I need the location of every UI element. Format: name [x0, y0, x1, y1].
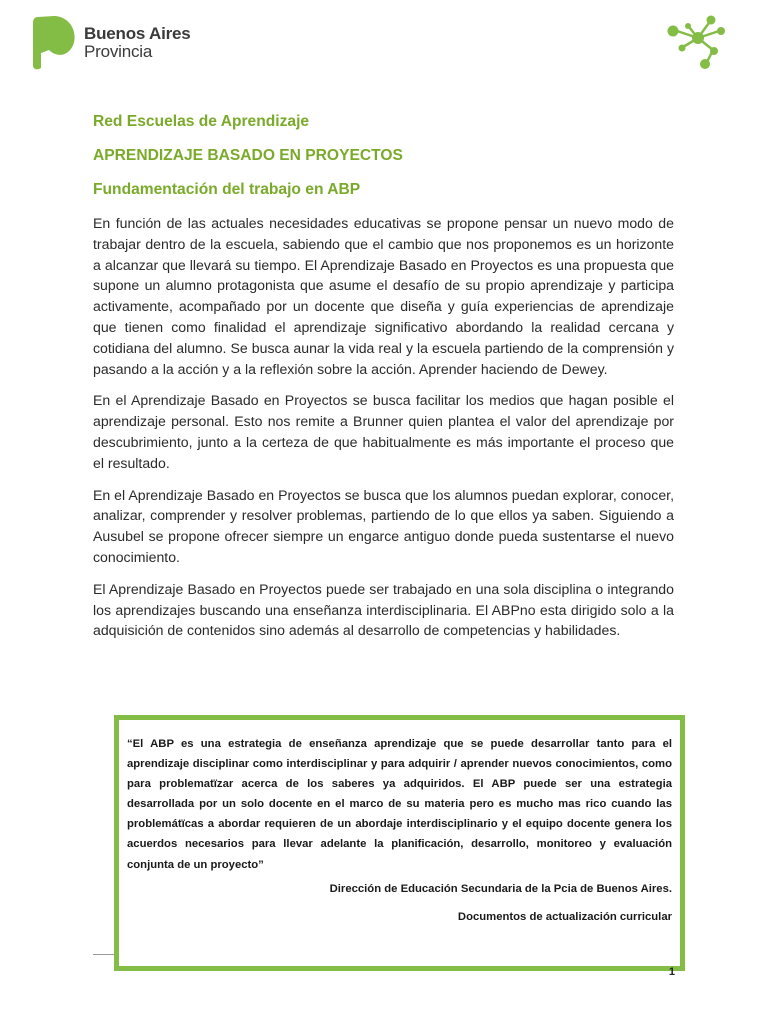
- heading-section: Fundamentación del trabajo en ABP: [93, 181, 361, 198]
- paragraph-1: En función de las actuales necesidades educativas se propone pensar un nuevo modo de trabajar dentro de la escuela, sabiendo que el cambio que nos proponemos es un horizonte a alcanzar que llevará su tiempo. El Aprendizaje Basado en Proyectos es una propuesta que supone un alumno protagonista que asume el desafío de su propio aprendizaje y participa activamente, acompañado por un docente que diseña y guía experiencias de aprendizaje que tienen como finalidad el aprendizaje significativo abordando la realidad cercana y cotidiana del alumno. Se busca aunar la vida real y la escuela partiendo de la comprensión y pasando a la acción y a la reflexión sobre la acción. Aprender haciendo de Dewey.: [93, 215, 674, 377]
- paragraph-2: En el Aprendizaje Basado en Proyectos se busca facilitar los medios que hagan posible el aprendizaje personal. Esto nos remite a Brunner quien plantea el valor del aprendizaje por descubrimiento, junto a la certeza de que habitualmente es más importante el proceso que el resultado.: [93, 392, 674, 471]
- province-p-logo-icon: [32, 15, 76, 71]
- document-body: [93, 112, 674, 652]
- heading-network: Red Escuelas de Aprendizaje: [93, 113, 310, 130]
- paragraph-4: El Aprendizaje Basado en Proyectos puede ser trabajado en una sola disciplina o integrando los aprendizajes buscando una enseñanza interdisciplinaria. El ABPno esta dirigido solo a la adquisición de contenidos sino además al desarrollo de competencias y habilidades.: [93, 580, 674, 639]
- heading-title: APRENDIZAJE BASADO EN PROYECTOS: [93, 147, 403, 164]
- network-molecule-icon: [666, 13, 728, 71]
- page-number: 1: [668, 966, 675, 978]
- quote-box: [114, 715, 685, 971]
- logo-line-1: Buenos Aires: [84, 24, 191, 43]
- paragraph-3: En el Aprendizaje Basado en Proyectos se busca que los alumnos puedan explorar, conocer, analizar, comprender y resolver problemas, partiendo de lo que ellos ya saben. Siguiendo a Ausubel se propone ofrecer siempre un engarce antiguo donde pueda sustentarse el nuevo conocimiento.: [93, 486, 674, 565]
- quote-source: Documentos de actualización curricular: [457, 910, 672, 923]
- quote-attribution: Dirección de Educación Secundaria de la Pcia de Buenos Aires.: [329, 882, 672, 895]
- footer-divider: [93, 954, 115, 955]
- header-logo: [32, 15, 191, 71]
- quote-text: “El ABP es una estrategia de enseñanza aprendizaje que se puede desarrollar tanto para el aprendizaje disciplinar como interdisciplinar y para adquirir / aprender nuevos conocimientos, como para problematïzar acerca de los saberes ya adquiridos. El ABP puede ser una estrategia desarrollada por un solo docente en el marco de su materia pero es mucho mas rico cuando las problemátïcas a abordar requieren de un abordaje interdisciplinario y el equipo docente genera los acuerdos necesarios para llevar adelante la planificación, desarrollo, monitoreo y evaluación conjunta de un proyecto”: [127, 738, 672, 871]
- logo-wordmark: [84, 25, 191, 61]
- logo-line-2: Provincia: [84, 42, 153, 61]
